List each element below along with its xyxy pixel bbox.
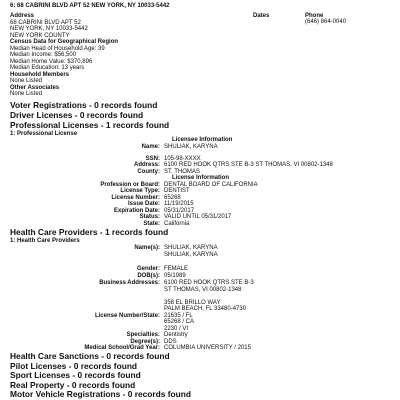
address-line-2: NEW YORK, NY 10033-5442 — [10, 26, 88, 32]
hcp-degree-label: Degree(s): — [130, 338, 160, 345]
prof-subheading: 1: Professional License — [10, 131, 78, 137]
address-line-3: NEW YORK COUNTY — [10, 32, 70, 39]
hcp-baddr-2: ST THOMAS, VI 00802-1348 — [164, 286, 242, 293]
prof-exp: 05/31/2017 — [164, 207, 195, 214]
prof-ssn-label: SSN: — [145, 155, 160, 162]
hcp-name-2: SHULIAK, KARYNA — [164, 251, 218, 258]
hcp-baddr-3: 358 EL BRILLO WAY — [164, 299, 221, 306]
section-motor-vehicle: Motor Vehicle Registrations - 0 records found — [10, 389, 192, 399]
dates-label: Dates — [253, 13, 270, 19]
prof-ssn: 105-98-XXXX — [164, 155, 201, 162]
census-line-1: Median Head of Household Age: 39 — [10, 45, 105, 52]
census-label: Census Data for Geographical Region — [10, 39, 119, 45]
census-line-3: Median Home Value: $370,896 — [10, 58, 93, 65]
record-title: 6: 68 CABRINI BLVD APT 52 NEW YORK, NY 10033-5442 — [10, 3, 170, 9]
prof-license-header: License Information — [172, 175, 230, 181]
hcp-dob-label: DOB(s): — [137, 272, 160, 279]
hcp-license-2: 65268 / CA — [164, 319, 195, 325]
prof-board: DENTAL BOARD OF CALIFORNIA — [164, 181, 258, 188]
hcp-school-label: Medical School/Grad Year: — [84, 345, 160, 351]
hcp-school: COLUMBIA UNIVERSITY / 2015 — [164, 345, 251, 351]
section-voter: Voter Registrations - 0 records found — [10, 100, 158, 110]
prof-exp-label: Expiration Date: — [113, 207, 160, 214]
census-line-4: Median Education: 13 years — [10, 65, 85, 71]
section-sport: Sport Licenses - 0 records found — [10, 370, 141, 380]
prof-number-label: License Number: — [111, 194, 160, 201]
hcp-names-label: Name(s): — [134, 245, 160, 251]
prof-type-label: License Type: — [120, 188, 160, 194]
prof-name-label: Name: — [141, 143, 160, 150]
hcp-subheading: 1: Health Care Providers — [10, 237, 80, 244]
hcp-gender-label: Gender: — [136, 266, 160, 272]
household-value: None Listed — [10, 78, 43, 84]
prof-address-label: Address: — [133, 162, 160, 168]
hcp-name-1: SHULIAK, KARYNA — [164, 245, 218, 251]
prof-status: VALID UNTIL 05/31/2017 — [164, 214, 232, 220]
hcp-baddr-1: 6100 RED HOOK QTRS STE B-3 — [164, 280, 254, 286]
section-driver: Driver Licenses - 0 records found — [10, 110, 144, 120]
section-pilot: Pilot Licenses - 0 records found — [10, 360, 138, 371]
phone-label: Phone — [305, 13, 324, 19]
prof-state-label: State: — [143, 220, 160, 227]
hcp-license-3: 2230 / VI — [164, 325, 189, 332]
hcp-dob: 05/1989 — [164, 272, 186, 279]
hcp-degree: DDS — [164, 338, 177, 345]
household-label: Household Members — [10, 71, 70, 78]
prof-type: DENTIST — [164, 188, 190, 194]
section-professional: Professional Licenses - 1 records found — [10, 120, 170, 130]
address-line-1: 68 CABRINI BLVD APT 52 — [10, 19, 81, 26]
hcp-license-label: License Number/State: — [94, 312, 160, 319]
hcp-license-1: 21635 / FL — [164, 312, 193, 319]
hcp-specialties-label: Specialties: — [126, 332, 160, 338]
prof-name: SHULIAK, KARYNA — [164, 143, 218, 150]
address-label: Address — [10, 13, 35, 19]
hcp-baddr-4: PALM BEACH, FL 33480-4730 — [164, 306, 247, 312]
prof-county: ST. THOMAS — [164, 168, 200, 175]
associates-label: Other Associates — [10, 84, 60, 91]
prof-issue: 11/19/2015 — [164, 201, 194, 207]
hcp-gender: FEMALE — [164, 266, 189, 272]
phone-value: (646) 864-0040 — [305, 19, 347, 25]
prof-state: California — [164, 220, 190, 227]
prof-county-label: County: — [137, 168, 160, 175]
prof-address: 6100 RED HOOK QTRS STE B-3 ST THOMAS, VI 00802-1348 — [164, 162, 333, 168]
section-health: Health Care Providers - 1 records found — [10, 227, 169, 237]
section-real-property: Real Property - 0 records found — [10, 379, 136, 390]
hcp-baddr-label: Business Addresses: — [99, 280, 160, 286]
prof-status-label: Status: — [139, 214, 160, 220]
prof-number: 65268 — [164, 194, 181, 201]
prof-issue-label: Issue Date: — [127, 201, 160, 207]
associates-value: None Listed — [10, 91, 43, 97]
prof-info-header: Licensee Information — [172, 137, 233, 143]
hcp-specialties: Dentistry — [164, 332, 188, 338]
prof-board-label: Profession or Board: — [100, 181, 160, 188]
section-sanctions: Health Care Sanctions - 0 records found — [10, 351, 170, 361]
census-line-2: Median Income: $56,500 — [10, 52, 77, 58]
